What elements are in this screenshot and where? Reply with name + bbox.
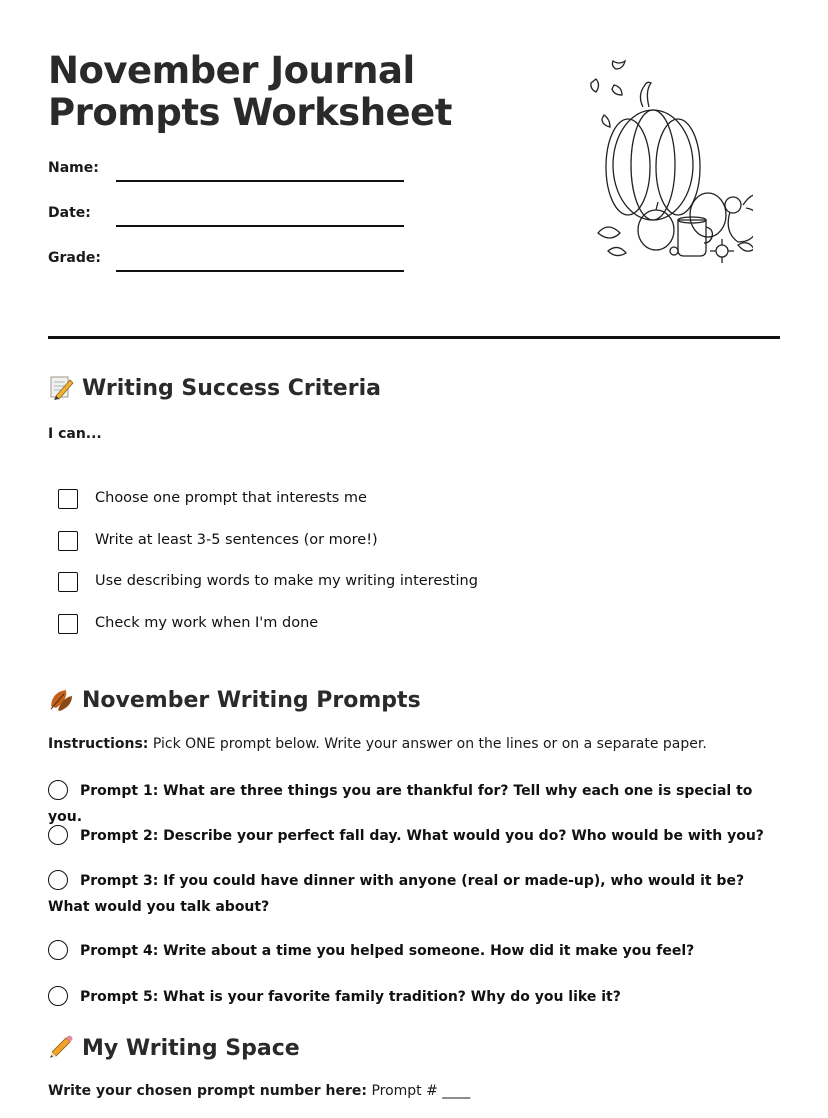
chosen-prompt-label: Write your chosen prompt number here: [48,1083,367,1099]
pencil-icon [48,1034,74,1060]
page-title [48,50,468,134]
prompt-option-4[interactable] [48,938,780,964]
prompt-option-3[interactable] [48,868,780,920]
checkbox[interactable] [58,572,78,592]
criteria-heading-text: Writing Success Criteria [82,376,381,401]
criteria-item-label: Check my work when I'm done [95,614,319,631]
date-line[interactable] [116,225,404,227]
name-line[interactable] [116,180,404,182]
radio-button[interactable] [48,780,68,800]
instructions [48,736,707,752]
criteria-intro: I can... [48,426,102,442]
grade-line[interactable] [116,270,404,272]
prompt-text: Prompt 2: Describe your perfect fall day. What would you do? Who would be with you? [80,828,764,844]
criteria-heading [48,374,381,404]
criteria-item-label: Write at least 3-5 sentences (or more!) [95,531,378,548]
prompt-text: Prompt 5: What is your favorite family tradition? Why do you like it? [80,989,621,1005]
radio-button[interactable] [48,870,68,890]
pumpkin-turkey-autumn-icon [538,55,753,265]
criteria-item-label: Choose one prompt that interests me [95,490,367,506]
prompt-text: Prompt 1: What are three things you are thankful for? Tell why each one is special to you. [48,783,753,825]
grade-field[interactable] [48,250,408,274]
instructions-text: Pick ONE prompt below. Write your answer on the lines or on a separate paper. [148,736,707,752]
title-line-1: November Journal [48,49,415,92]
prompt-text: Prompt 4: Write about a time you helped someone. How did it make you feel? [80,943,695,959]
writing-space-heading-text: My Writing Space [82,1036,300,1061]
writing-space-heading [48,1034,300,1064]
checkbox[interactable] [58,614,78,634]
checkbox[interactable] [58,489,78,509]
checkbox[interactable] [58,531,78,551]
date-field[interactable] [48,205,408,229]
section-divider [48,336,780,339]
prompt-option-2[interactable] [48,823,780,849]
title-line-2: Prompts Worksheet [48,91,452,134]
criteria-item-label: Use describing words to make my writing interesting [95,573,478,589]
worksheet-page [48,0,780,1118]
radio-button[interactable] [48,940,68,960]
prompt-text: Prompt 3: If you could have dinner with anyone (real or made-up), who would it be? What would you talk about? [48,873,745,915]
name-label: Name: [48,160,99,176]
instructions-label: Instructions: [48,736,149,752]
prompts-heading [48,686,421,716]
prompts-heading-text: November Writing Prompts [82,688,421,713]
date-label: Date: [48,205,91,221]
radio-button[interactable] [48,986,68,1006]
radio-button[interactable] [48,825,68,845]
chosen-prompt-line[interactable] [48,1083,470,1099]
fallen-leaf-icon [48,686,74,712]
memo-pencil-icon [48,374,74,400]
grade-label: Grade: [48,250,101,266]
name-field[interactable] [48,160,408,184]
chosen-prompt-value[interactable]: Prompt # ____ [367,1083,471,1099]
prompt-option-5[interactable] [48,984,780,1010]
